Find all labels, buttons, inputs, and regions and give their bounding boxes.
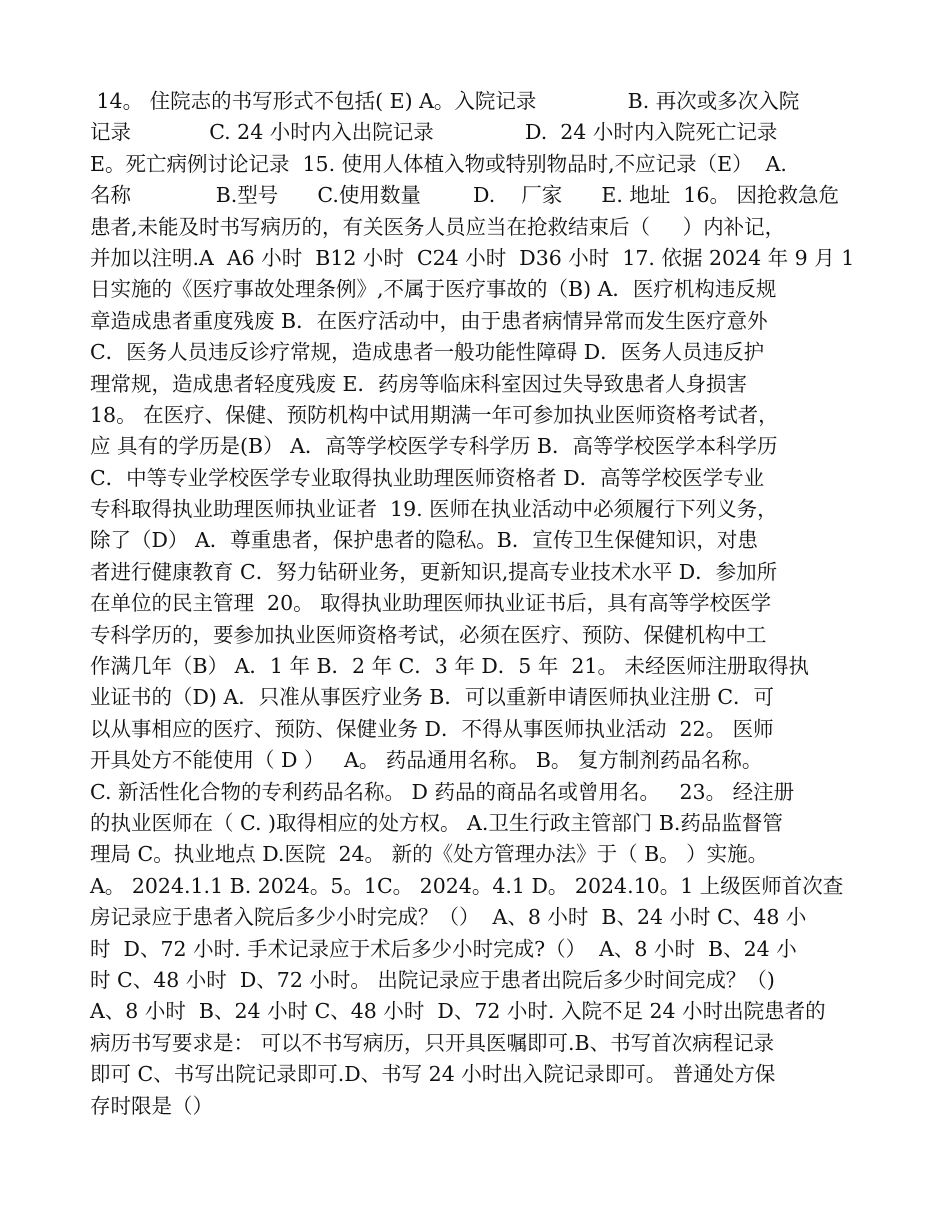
- text-line: 18。 在医疗、保健、预防机构中试用期满一年可参加执业医师资格考试者，: [90, 402, 779, 427]
- text-line: 章造成患者重度残废 B．在医疗活动中，由于患者病情异常而发生医疗意外: [90, 308, 768, 333]
- text-line: 存时限是（）: [90, 1093, 213, 1118]
- text-line: 即可 C、书写出院记录即可.D、书写 24 小时出入院记录即可。 普通处方保: [90, 1062, 776, 1087]
- text-line: 业证书的（D) A．只准从事医疗业务 B．可以重新申请医师执业注册 C．可: [90, 685, 775, 710]
- text-line: 时 C、48 小时 D、72 小时。 出院记录应于患者出院后多少时间完成？（): [90, 967, 775, 992]
- text-line: 患者,未能及时书写病历的，有关医务人员应当在抢救结束后（ ）内补记，: [90, 214, 786, 239]
- text-line: 开具处方不能使用（ D ） A。 药品通用名称。 B。 复方制剂药品名称。: [90, 748, 763, 773]
- text-line: E。死亡病例讨论记录 15. 使用人体植入物或特别物品时,不应记录（E） A.: [90, 151, 787, 176]
- text-line: 专科取得执业助理医师执业证者 19. 医师在执业活动中必须履行下列义务，: [90, 497, 778, 522]
- text-line: 专科学历的，要参加执业医师资格考试，必须在医疗、预防、保健机构中工: [90, 622, 767, 647]
- text-line: 应 具有的学历是(B） A．高等学校医学专科学历 B．高等学校医学本科学历: [90, 434, 778, 459]
- text-line: 者进行健康教育 C．努力钻研业务，更新知识,提高专业技术水平 D．参加所: [90, 559, 778, 584]
- document-page: [90, 86, 865, 1122]
- text-line: 名称 B.型号 C.使用数量 D. 厂家 E. 地址 16。 因抢救急危: [90, 183, 840, 208]
- text-line: 病历书写要求是： 可以不书写病历，只开具医嘱即可.B、书写首次病程记录: [90, 1030, 775, 1055]
- text-line: C．医务人员违反诊疗常规，造成患者一般功能性障碍 D．医务人员违反护: [90, 340, 765, 365]
- text-line: 除了（D） A．尊重患者，保护患者的隐私。B．宣传卫生保健知识，对患: [90, 528, 758, 553]
- text-line: 的执业医师在（ C. )取得相应的处方权。 A.卫生行政主管部门 B.药品监督管: [90, 810, 783, 835]
- text-line: 日实施的《医疗事故处理条例》,不属于医疗事故的（B) A．医疗机构违反规: [90, 277, 777, 302]
- text-line: 以从事相应的医疗、预防、保健业务 D．不得从事医师执业活动 22。 医师: [90, 716, 774, 741]
- text-line: C. 新活性化合物的专利药品名称。 D 药品的商品名或曾用名。 23。 经注册: [90, 779, 795, 804]
- text-line: A、8 小时 B、24 小时 C、48 小时 D、72 小时. 入院不足 24 小时出院患者的: [90, 999, 826, 1024]
- text-line: 在单位的民主管理 20。 取得执业助理医师执业证书后，具有高等学校医学: [90, 591, 772, 616]
- text-line: 理常规，造成患者轻度残废 E．药房等临床科室因过失导致患者人身损害: [90, 371, 747, 396]
- text-line: 14。 住院志的书写形式不包括( E) A。入院记录 B. 再次或多次入院: [90, 89, 800, 113]
- text-line: 并加以注明.A A6 小时 B12 小时 C24 小时 D36 小时 17. 依据 2024 年 9 月 1: [90, 245, 855, 270]
- text-line: C．中等专业学校医学专业取得执业助理医师资格者 D．高等学校医学专业: [90, 465, 765, 490]
- text-line: 记录 C. 24 小时内入出院记录 D. 24 小时内入院死亡记录: [90, 120, 778, 145]
- text-line: A。 2024.1.1 B. 2024。5。1C。 2024。4.1 D。 2024.10。1 上级医师首次查: [90, 873, 844, 898]
- text-line: 时 D、72 小时. 手术记录应于术后多少小时完成?（） A、8 小时 B、24 小: [90, 936, 797, 961]
- text-line: 房记录应于患者入院后多少小时完成？（） A、8 小时 B、24 小时 C、48 小: [90, 905, 807, 930]
- text-line: 理局 C。执业地点 D.医院 24。 新的《处方管理办法》于（ B。 ）实施。: [90, 842, 769, 867]
- text-line: 作满几年（B） A．1 年 B．2 年 C．3 年 D．5 年 21。 未经医师注册取得执: [90, 654, 809, 679]
